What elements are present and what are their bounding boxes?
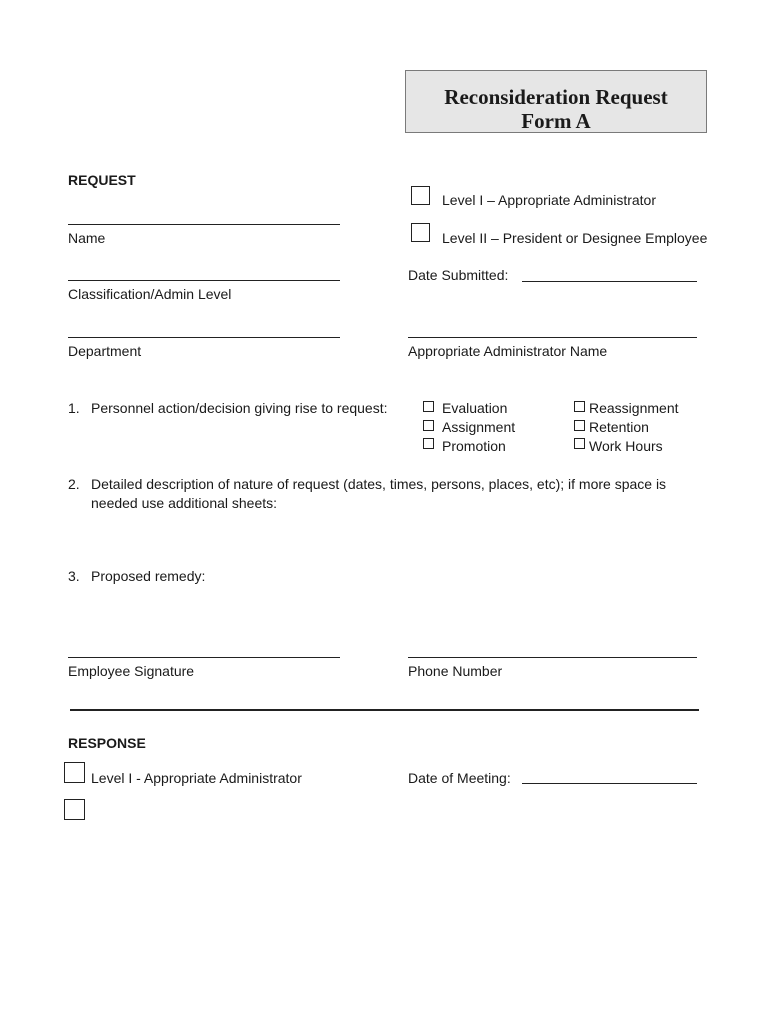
- employee-signature-label: Employee Signature: [68, 663, 195, 679]
- form-title-box: [405, 70, 707, 133]
- evaluation-label: Evaluation: [442, 400, 508, 416]
- date-of-meeting-field[interactable]: [522, 783, 697, 784]
- date-submitted-label: Date Submitted:: [408, 267, 509, 283]
- department-label: Department: [68, 343, 142, 359]
- question3-number: 3.: [68, 568, 80, 584]
- question1-number: 1.: [68, 400, 80, 416]
- employee-signature-field[interactable]: [68, 657, 340, 658]
- section-divider: [70, 709, 699, 711]
- level2-checkbox[interactable]: [411, 223, 430, 242]
- question2-number: 2.: [68, 476, 80, 492]
- date-submitted-field[interactable]: [522, 281, 697, 282]
- admin-name-label: Appropriate Administrator Name: [408, 343, 608, 359]
- assignment-label: Assignment: [442, 419, 516, 435]
- level1-label: Level I – Appropriate Administrator: [442, 192, 657, 208]
- question2-line2: needed use additional sheets:: [91, 495, 278, 511]
- question1-label: Personnel action/decision giving rise to request:: [91, 400, 388, 416]
- classification-label: Classification/Admin Level: [68, 286, 232, 302]
- name-field[interactable]: [68, 224, 340, 225]
- department-field[interactable]: [68, 337, 340, 338]
- admin-name-field[interactable]: [408, 337, 697, 338]
- evaluation-checkbox[interactable]: [423, 401, 434, 412]
- response-level1-checkbox[interactable]: [64, 762, 85, 783]
- assignment-checkbox[interactable]: [423, 420, 434, 431]
- phone-number-label: Phone Number: [408, 663, 503, 679]
- form-title: Reconsideration Request: [444, 85, 668, 109]
- reassignment-label: Reassignment: [589, 400, 679, 416]
- date-of-meeting-label: Date of Meeting:: [408, 770, 511, 786]
- promotion-label: Promotion: [442, 438, 506, 454]
- name-label: Name: [68, 230, 106, 246]
- promotion-checkbox[interactable]: [423, 438, 434, 449]
- response-level2-checkbox[interactable]: [64, 799, 85, 820]
- question3-label: Proposed remedy:: [91, 568, 206, 584]
- retention-label: Retention: [589, 419, 649, 435]
- retention-checkbox[interactable]: [574, 420, 585, 431]
- form-subtitle: Form A: [521, 109, 591, 133]
- classification-field[interactable]: [68, 280, 340, 281]
- phone-number-field[interactable]: [408, 657, 697, 658]
- work-hours-label: Work Hours: [589, 438, 663, 454]
- request-heading: REQUEST: [68, 172, 136, 188]
- response-heading: RESPONSE: [68, 735, 146, 751]
- question2-line1: Detailed description of nature of request (dates, times, persons, places, etc); if more space is: [91, 476, 667, 492]
- level2-label: Level II – President or Designee Employee: [442, 230, 708, 246]
- level1-checkbox[interactable]: [411, 186, 430, 205]
- work-hours-checkbox[interactable]: [574, 438, 585, 449]
- response-level1-label: Level I - Appropriate Administrator: [91, 770, 302, 786]
- reassignment-checkbox[interactable]: [574, 401, 585, 412]
